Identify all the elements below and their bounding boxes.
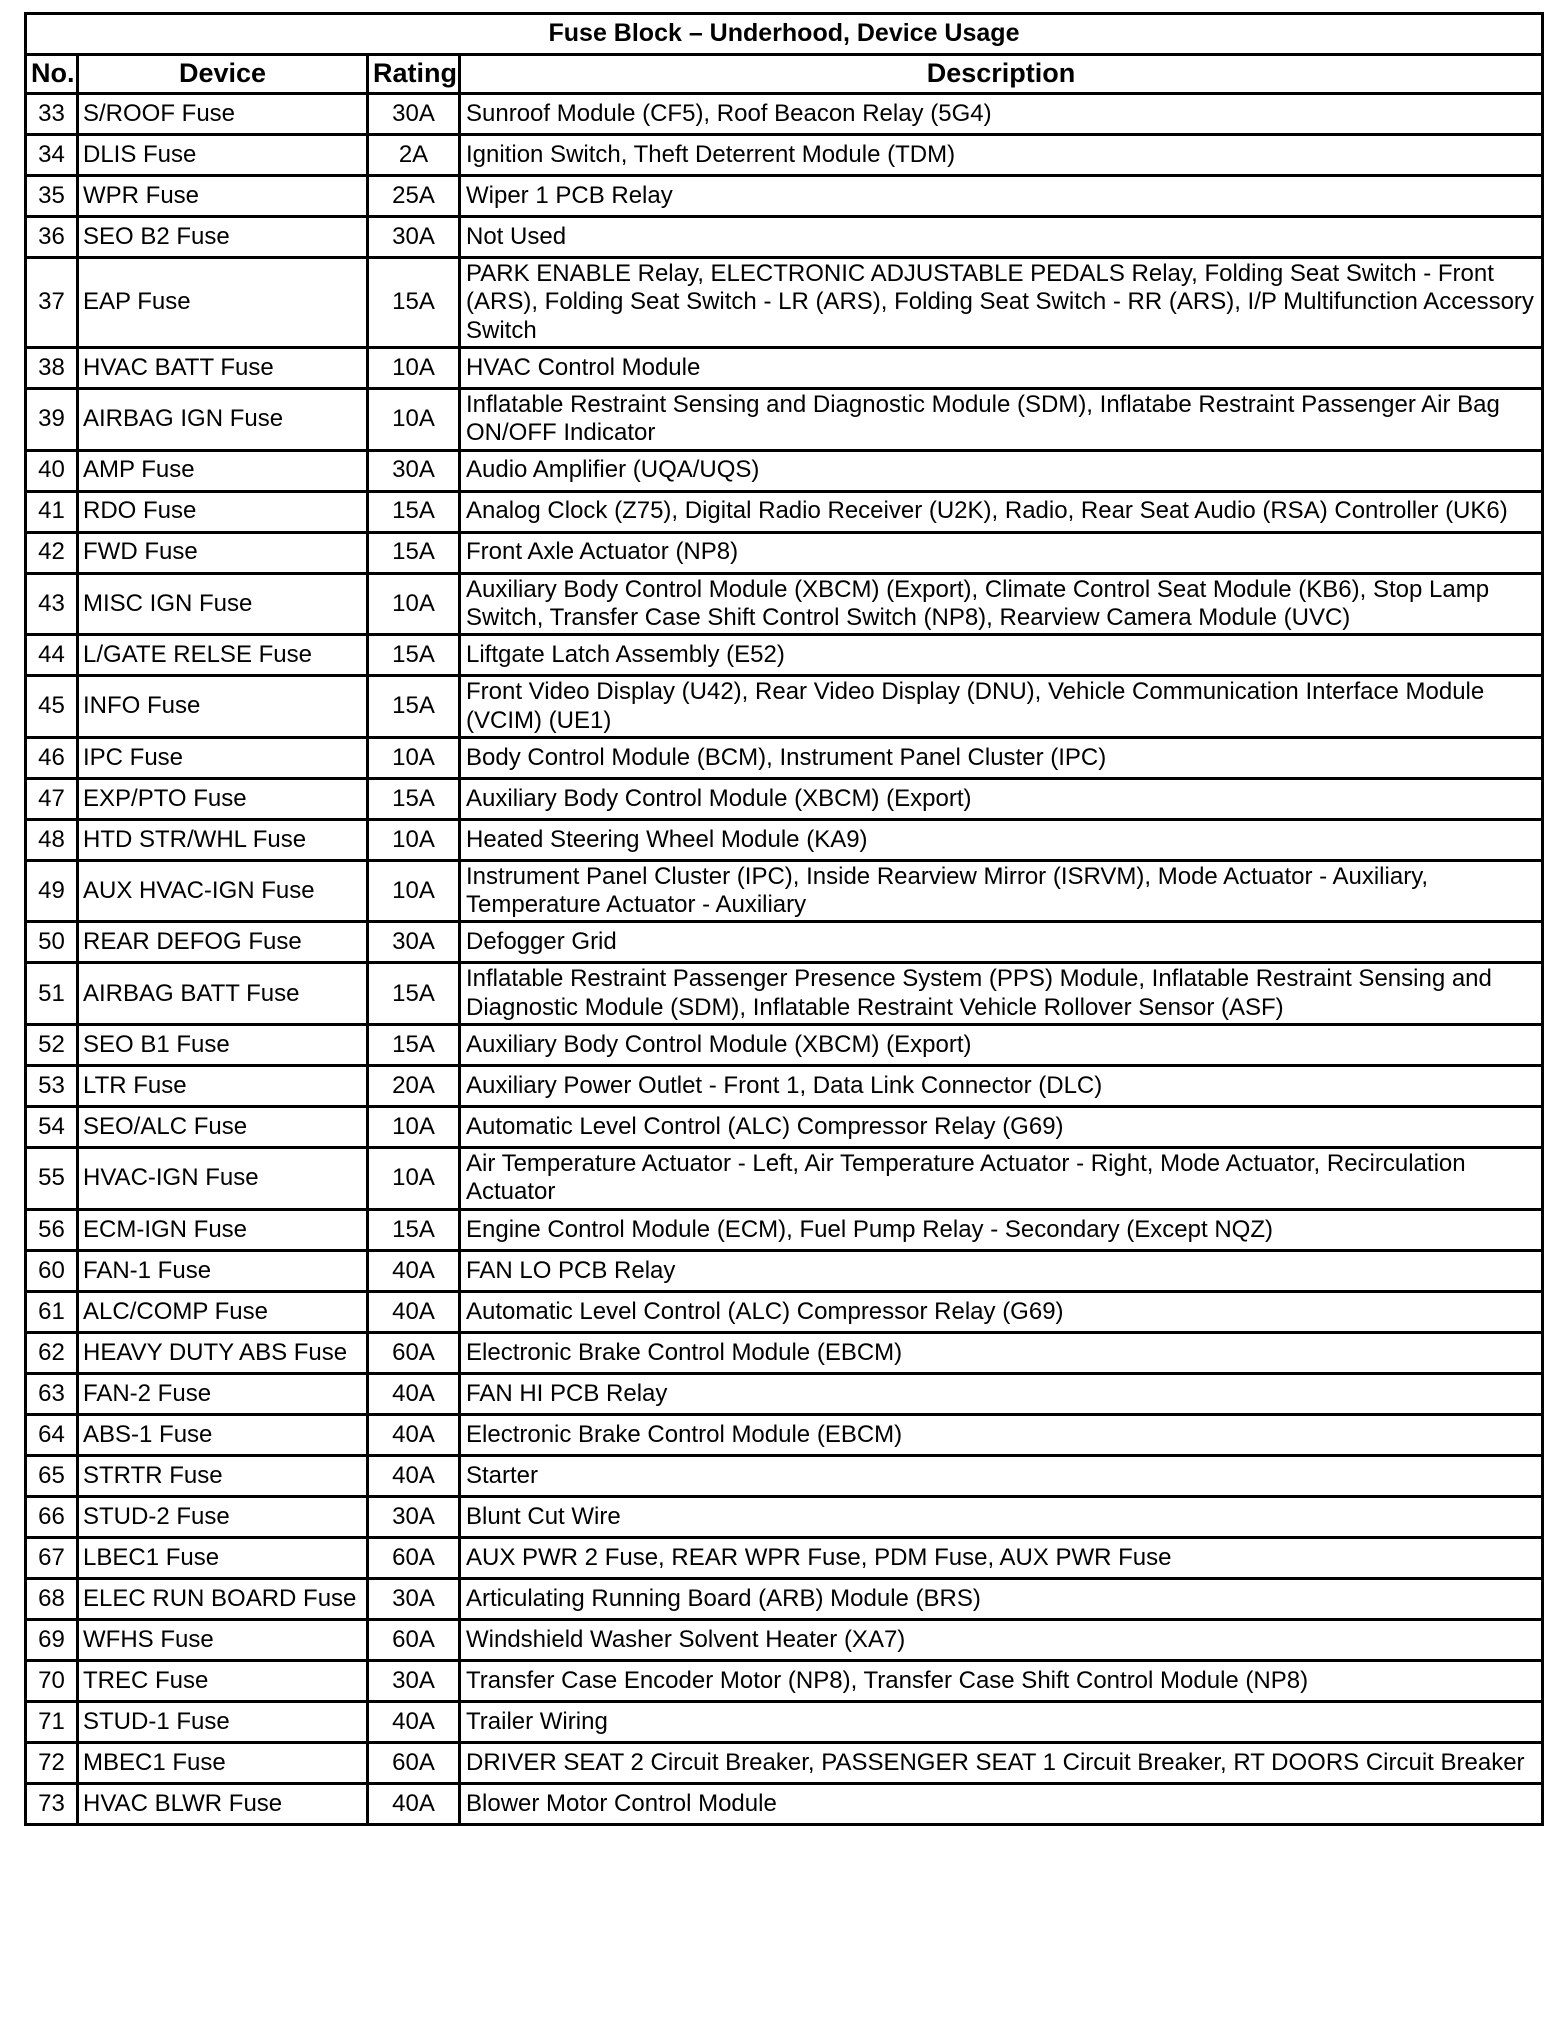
table-row bbox=[26, 217, 1543, 258]
fuse-description: Instrument Panel Cluster (IPC), Inside Rearview Mirror (ISRVM), Mode Actuator - Auxiliary, Temperature Actuator - Auxiliary bbox=[460, 860, 1543, 922]
fuse-device: SEO/ALC Fuse bbox=[78, 1107, 368, 1148]
fuse-description: Engine Control Module (ECM), Fuel Pump Relay - Secondary (Except NQZ) bbox=[460, 1209, 1543, 1250]
fuse-rating: 40A bbox=[368, 1455, 460, 1496]
fuse-device: ELEC RUN BOARD Fuse bbox=[78, 1578, 368, 1619]
fuse-number: 44 bbox=[26, 635, 78, 676]
fuse-number: 33 bbox=[26, 94, 78, 135]
fuse-device: L/GATE RELSE Fuse bbox=[78, 635, 368, 676]
fuse-device: HVAC-IGN Fuse bbox=[78, 1148, 368, 1210]
fuse-number: 41 bbox=[26, 491, 78, 532]
header-device: Device bbox=[78, 55, 368, 94]
fuse-device: SEO B2 Fuse bbox=[78, 217, 368, 258]
fuse-description: Automatic Level Control (ALC) Compressor Relay (G69) bbox=[460, 1291, 1543, 1332]
fuse-number: 72 bbox=[26, 1742, 78, 1783]
table-row bbox=[26, 819, 1543, 860]
fuse-description: Electronic Brake Control Module (EBCM) bbox=[460, 1414, 1543, 1455]
fuse-rating: 15A bbox=[368, 1209, 460, 1250]
fuse-device: AIRBAG BATT Fuse bbox=[78, 963, 368, 1025]
fuse-number: 45 bbox=[26, 676, 78, 738]
fuse-device: IPC Fuse bbox=[78, 737, 368, 778]
fuse-number: 47 bbox=[26, 778, 78, 819]
fuse-number: 40 bbox=[26, 450, 78, 491]
fuse-rating: 40A bbox=[368, 1373, 460, 1414]
fuse-device: ABS-1 Fuse bbox=[78, 1414, 368, 1455]
fuse-number: 71 bbox=[26, 1701, 78, 1742]
fuse-number: 73 bbox=[26, 1783, 78, 1824]
fuse-description: Auxiliary Body Control Module (XBCM) (Export) bbox=[460, 778, 1543, 819]
fuse-number: 48 bbox=[26, 819, 78, 860]
fuse-description: HVAC Control Module bbox=[460, 347, 1543, 388]
table-row bbox=[26, 1373, 1543, 1414]
fuse-rating: 40A bbox=[368, 1701, 460, 1742]
fuse-rating: 10A bbox=[368, 1148, 460, 1210]
fuse-number: 54 bbox=[26, 1107, 78, 1148]
fuse-description: Defogger Grid bbox=[460, 922, 1543, 963]
fuse-device: AMP Fuse bbox=[78, 450, 368, 491]
fuse-number: 36 bbox=[26, 217, 78, 258]
fuse-description: DRIVER SEAT 2 Circuit Breaker, PASSENGER SEAT 1 Circuit Breaker, RT DOORS Circuit Breaker bbox=[460, 1742, 1543, 1783]
fuse-rating: 30A bbox=[368, 1578, 460, 1619]
fuse-description: FAN LO PCB Relay bbox=[460, 1250, 1543, 1291]
fuse-rating: 40A bbox=[368, 1250, 460, 1291]
fuse-device: LBEC1 Fuse bbox=[78, 1537, 368, 1578]
table-header-row bbox=[26, 55, 1543, 94]
fuse-rating: 10A bbox=[368, 347, 460, 388]
fuse-number: 53 bbox=[26, 1066, 78, 1107]
table-row bbox=[26, 778, 1543, 819]
fuse-device: HVAC BLWR Fuse bbox=[78, 1783, 368, 1824]
table-row bbox=[26, 1291, 1543, 1332]
fuse-device: FAN-2 Fuse bbox=[78, 1373, 368, 1414]
fuse-number: 55 bbox=[26, 1148, 78, 1210]
table-row bbox=[26, 1455, 1543, 1496]
fuse-rating: 60A bbox=[368, 1332, 460, 1373]
fuse-number: 39 bbox=[26, 388, 78, 450]
fuse-description: Body Control Module (BCM), Instrument Panel Cluster (IPC) bbox=[460, 737, 1543, 778]
fuse-description: Electronic Brake Control Module (EBCM) bbox=[460, 1332, 1543, 1373]
fuse-usage-table bbox=[24, 12, 1544, 1826]
fuse-description: Blower Motor Control Module bbox=[460, 1783, 1543, 1824]
table-row bbox=[26, 1660, 1543, 1701]
fuse-device: WPR Fuse bbox=[78, 176, 368, 217]
fuse-description: Analog Clock (Z75), Digital Radio Receiver (U2K), Radio, Rear Seat Audio (RSA) Controller (UK6) bbox=[460, 491, 1543, 532]
table-row bbox=[26, 347, 1543, 388]
fuse-number: 37 bbox=[26, 258, 78, 348]
fuse-description: FAN HI PCB Relay bbox=[460, 1373, 1543, 1414]
fuse-number: 68 bbox=[26, 1578, 78, 1619]
fuse-device: HVAC BATT Fuse bbox=[78, 347, 368, 388]
table-row bbox=[26, 1619, 1543, 1660]
table-row bbox=[26, 1742, 1543, 1783]
fuse-rating: 30A bbox=[368, 94, 460, 135]
table-row bbox=[26, 922, 1543, 963]
fuse-device: EXP/PTO Fuse bbox=[78, 778, 368, 819]
fuse-number: 43 bbox=[26, 573, 78, 635]
fuse-device: HEAVY DUTY ABS Fuse bbox=[78, 1332, 368, 1373]
fuse-device: FAN-1 Fuse bbox=[78, 1250, 368, 1291]
fuse-device: AUX HVAC-IGN Fuse bbox=[78, 860, 368, 922]
table-row bbox=[26, 388, 1543, 450]
fuse-device: MBEC1 Fuse bbox=[78, 1742, 368, 1783]
table-row bbox=[26, 1332, 1543, 1373]
fuse-rating: 2A bbox=[368, 135, 460, 176]
fuse-rating: 15A bbox=[368, 963, 460, 1025]
fuse-description: Blunt Cut Wire bbox=[460, 1496, 1543, 1537]
fuse-description: Auxiliary Power Outlet - Front 1, Data Link Connector (DLC) bbox=[460, 1066, 1543, 1107]
fuse-device: S/ROOF Fuse bbox=[78, 94, 368, 135]
fuse-description: Wiper 1 PCB Relay bbox=[460, 176, 1543, 217]
fuse-rating: 30A bbox=[368, 1496, 460, 1537]
fuse-device: EAP Fuse bbox=[78, 258, 368, 348]
table-row bbox=[26, 573, 1543, 635]
fuse-number: 69 bbox=[26, 1619, 78, 1660]
table-row bbox=[26, 737, 1543, 778]
fuse-rating: 10A bbox=[368, 388, 460, 450]
fuse-rating: 15A bbox=[368, 491, 460, 532]
fuse-rating: 60A bbox=[368, 1537, 460, 1578]
table-body bbox=[26, 94, 1543, 1825]
fuse-rating: 30A bbox=[368, 1660, 460, 1701]
fuse-device: HTD STR/WHL Fuse bbox=[78, 819, 368, 860]
fuse-rating: 10A bbox=[368, 573, 460, 635]
table-row bbox=[26, 1025, 1543, 1066]
fuse-device: STUD-2 Fuse bbox=[78, 1496, 368, 1537]
fuse-description: Articulating Running Board (ARB) Module (BRS) bbox=[460, 1578, 1543, 1619]
fuse-rating: 10A bbox=[368, 819, 460, 860]
fuse-device: ECM-IGN Fuse bbox=[78, 1209, 368, 1250]
fuse-rating: 15A bbox=[368, 1025, 460, 1066]
header-description: Description bbox=[460, 55, 1543, 94]
fuse-description: Liftgate Latch Assembly (E52) bbox=[460, 635, 1543, 676]
fuse-number: 60 bbox=[26, 1250, 78, 1291]
fuse-description: Inflatable Restraint Sensing and Diagnostic Module (SDM), Inflatabe Restraint Passenger Air Bag ON/OFF Indicator bbox=[460, 388, 1543, 450]
fuse-description: Windshield Washer Solvent Heater (XA7) bbox=[460, 1619, 1543, 1660]
fuse-rating: 15A bbox=[368, 635, 460, 676]
table-row bbox=[26, 1209, 1543, 1250]
fuse-number: 64 bbox=[26, 1414, 78, 1455]
table-title-row bbox=[26, 14, 1543, 55]
fuse-number: 70 bbox=[26, 1660, 78, 1701]
fuse-number: 42 bbox=[26, 532, 78, 573]
fuse-description: Heated Steering Wheel Module (KA9) bbox=[460, 819, 1543, 860]
table-row bbox=[26, 1148, 1543, 1210]
fuse-number: 34 bbox=[26, 135, 78, 176]
table-row bbox=[26, 176, 1543, 217]
fuse-description: Starter bbox=[460, 1455, 1543, 1496]
table-row bbox=[26, 860, 1543, 922]
fuse-description: PARK ENABLE Relay, ELECTRONIC ADJUSTABLE PEDALS Relay, Folding Seat Switch - Front (ARS), Folding Seat Switch - LR (ARS), Folding Seat Switch - RR (ARS), I/P Multifunction Accessory Switch bbox=[460, 258, 1543, 348]
table-row bbox=[26, 1107, 1543, 1148]
fuse-device: WFHS Fuse bbox=[78, 1619, 368, 1660]
table-row bbox=[26, 1414, 1543, 1455]
fuse-device: STRTR Fuse bbox=[78, 1455, 368, 1496]
fuse-number: 50 bbox=[26, 922, 78, 963]
fuse-rating: 30A bbox=[368, 450, 460, 491]
table-row bbox=[26, 532, 1543, 573]
fuse-description: Not Used bbox=[460, 217, 1543, 258]
header-no: No. bbox=[26, 55, 78, 94]
fuse-rating: 15A bbox=[368, 532, 460, 573]
fuse-device: ALC/COMP Fuse bbox=[78, 1291, 368, 1332]
table-row bbox=[26, 1066, 1543, 1107]
fuse-description: Front Axle Actuator (NP8) bbox=[460, 532, 1543, 573]
fuse-number: 52 bbox=[26, 1025, 78, 1066]
fuse-rating: 20A bbox=[368, 1066, 460, 1107]
fuse-description: Sunroof Module (CF5), Roof Beacon Relay (5G4) bbox=[460, 94, 1543, 135]
table-row bbox=[26, 1250, 1543, 1291]
table-row bbox=[26, 94, 1543, 135]
fuse-rating: 15A bbox=[368, 778, 460, 819]
fuse-rating: 30A bbox=[368, 217, 460, 258]
fuse-device: INFO Fuse bbox=[78, 676, 368, 738]
fuse-rating: 10A bbox=[368, 737, 460, 778]
fuse-description: Auxiliary Body Control Module (XBCM) (Export) bbox=[460, 1025, 1543, 1066]
table-row bbox=[26, 1701, 1543, 1742]
fuse-number: 61 bbox=[26, 1291, 78, 1332]
fuse-rating: 40A bbox=[368, 1414, 460, 1455]
fuse-rating: 40A bbox=[368, 1291, 460, 1332]
fuse-description: Air Temperature Actuator - Left, Air Temperature Actuator - Right, Mode Actuator, Recirculation Actuator bbox=[460, 1148, 1543, 1210]
fuse-device: RDO Fuse bbox=[78, 491, 368, 532]
fuse-description: Trailer Wiring bbox=[460, 1701, 1543, 1742]
table-row bbox=[26, 963, 1543, 1025]
header-rating: Rating bbox=[368, 55, 460, 94]
fuse-number: 49 bbox=[26, 860, 78, 922]
table-row bbox=[26, 258, 1543, 348]
fuse-device: AIRBAG IGN Fuse bbox=[78, 388, 368, 450]
fuse-rating: 15A bbox=[368, 676, 460, 738]
fuse-device: LTR Fuse bbox=[78, 1066, 368, 1107]
fuse-description: Auxiliary Body Control Module (XBCM) (Export), Climate Control Seat Module (KB6), Stop Lamp Switch, Transfer Case Shift Control Switch (NP8), Rearview Camera Module (UVC) bbox=[460, 573, 1543, 635]
fuse-rating: 30A bbox=[368, 922, 460, 963]
fuse-description: Audio Amplifier (UQA/UQS) bbox=[460, 450, 1543, 491]
fuse-number: 56 bbox=[26, 1209, 78, 1250]
fuse-number: 35 bbox=[26, 176, 78, 217]
fuse-number: 62 bbox=[26, 1332, 78, 1373]
table-row bbox=[26, 1537, 1543, 1578]
fuse-device: DLIS Fuse bbox=[78, 135, 368, 176]
table-row bbox=[26, 676, 1543, 738]
fuse-device: MISC IGN Fuse bbox=[78, 573, 368, 635]
fuse-device: SEO B1 Fuse bbox=[78, 1025, 368, 1066]
fuse-rating: 10A bbox=[368, 860, 460, 922]
fuse-number: 51 bbox=[26, 963, 78, 1025]
fuse-device: FWD Fuse bbox=[78, 532, 368, 573]
fuse-description: Automatic Level Control (ALC) Compressor Relay (G69) bbox=[460, 1107, 1543, 1148]
fuse-device: REAR DEFOG Fuse bbox=[78, 922, 368, 963]
fuse-rating: 10A bbox=[368, 1107, 460, 1148]
fuse-rating: 60A bbox=[368, 1619, 460, 1660]
fuse-number: 67 bbox=[26, 1537, 78, 1578]
table-row bbox=[26, 491, 1543, 532]
fuse-number: 63 bbox=[26, 1373, 78, 1414]
fuse-description: Ignition Switch, Theft Deterrent Module (TDM) bbox=[460, 135, 1543, 176]
fuse-description: Inflatable Restraint Passenger Presence System (PPS) Module, Inflatable Restraint Sensing and Diagnostic Module (SDM), Inflatable Restraint Vehicle Rollover Sensor (ASF) bbox=[460, 963, 1543, 1025]
fuse-rating: 25A bbox=[368, 176, 460, 217]
fuse-rating: 60A bbox=[368, 1742, 460, 1783]
fuse-device: STUD-1 Fuse bbox=[78, 1701, 368, 1742]
fuse-rating: 40A bbox=[368, 1783, 460, 1824]
table-row bbox=[26, 135, 1543, 176]
fuse-rating: 15A bbox=[368, 258, 460, 348]
table-title: Fuse Block – Underhood, Device Usage bbox=[26, 14, 1543, 55]
table-row bbox=[26, 1578, 1543, 1619]
table-row bbox=[26, 1496, 1543, 1537]
table-row bbox=[26, 635, 1543, 676]
fuse-number: 38 bbox=[26, 347, 78, 388]
fuse-description: Front Video Display (U42), Rear Video Display (DNU), Vehicle Communication Interface Module (VCIM) (UE1) bbox=[460, 676, 1543, 738]
table-row bbox=[26, 1783, 1543, 1824]
fuse-number: 65 bbox=[26, 1455, 78, 1496]
fuse-description: AUX PWR 2 Fuse, REAR WPR Fuse, PDM Fuse, AUX PWR Fuse bbox=[460, 1537, 1543, 1578]
table-row bbox=[26, 450, 1543, 491]
fuse-number: 46 bbox=[26, 737, 78, 778]
fuse-device: TREC Fuse bbox=[78, 1660, 368, 1701]
fuse-number: 66 bbox=[26, 1496, 78, 1537]
fuse-description: Transfer Case Encoder Motor (NP8), Transfer Case Shift Control Module (NP8) bbox=[460, 1660, 1543, 1701]
